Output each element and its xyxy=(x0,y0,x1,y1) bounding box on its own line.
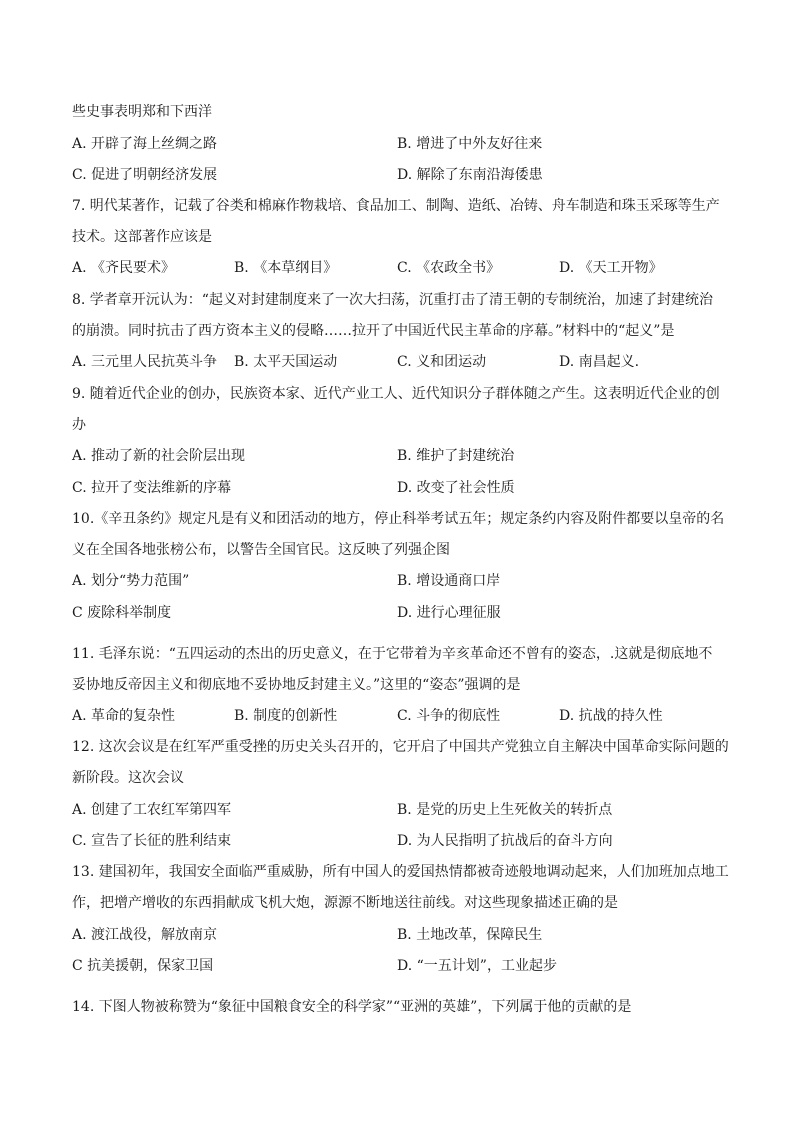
question-10-text-cont: 义在全国各地张榜公布，以警告全国官民。这反映了列强企图 xyxy=(72,542,450,558)
option-c: C. 义和团运动 xyxy=(397,354,487,370)
option-b: B. 太平天国运动 xyxy=(234,354,338,370)
option-c: C. 斗争的彻底性 xyxy=(397,708,501,724)
option-d: D. 南昌起义. xyxy=(559,354,640,370)
question-8-text: 8. 学者章开沅认为：“起义对封建制度来了一次大扫荡，沉重打击了清王朝的专制统治，加速了封建统治 xyxy=(72,292,713,308)
option-c: C. 促进了明朝经济发展 xyxy=(72,167,218,183)
question-text-line: 些史事表明郑和下西洋 xyxy=(72,104,212,120)
option-d: D. 抗战的持久性 xyxy=(559,708,663,724)
question-11-text-cont: 妥协地反帝因主义和彻底地不妥协地反封建主义。”这里的“姿态”强调的是 xyxy=(72,677,521,693)
option-c: C 废除科举制度 xyxy=(72,605,172,621)
option-c: C. 拉开了变法维新的序幕 xyxy=(72,480,232,496)
option-d: D. 进行心理征服 xyxy=(397,605,501,621)
question-9-text-cont: 办 xyxy=(72,417,86,433)
question-13-text: 13. 建国初年，我国安全面临严重威胁，所有中国人的爱国热情都被奇迹般地调动起来，人们加班加点地工 xyxy=(72,864,729,880)
option-a: A. 渡江战役，解放南京 xyxy=(72,927,218,943)
option-b: B. 增进了中外友好往来 xyxy=(397,136,543,152)
option-d: D. “一五计划”，工业起步 xyxy=(397,958,557,974)
option-a: A. 革命的复杂性 xyxy=(72,708,176,724)
option-a: A. 创建了工农红军第四军 xyxy=(72,802,232,818)
option-b: B. 土地改革，保障民生 xyxy=(397,927,543,943)
option-c: C 抗美援朝，保家卫国 xyxy=(72,958,214,974)
option-d: D. 改变了社会性质 xyxy=(397,480,515,496)
option-a: A. 三元里人民抗英斗争 xyxy=(72,354,218,370)
option-d: D. 为人民指明了抗战后的奋斗方向 xyxy=(397,833,613,849)
option-c: C. 《农政全书》 xyxy=(397,260,501,276)
option-b: B. 《本草纲目》 xyxy=(234,260,338,276)
question-10-text: 10.《辛丑条约》规定凡是有义和团活动的地方，停止科举考试五年；规定条约内容及附件都要以皇帝的名 xyxy=(72,511,725,527)
question-13-text-cont: 作，把增产增收的东西捐献成飞机大炮，源源不断地送往前线。对这些现象描述正确的是 xyxy=(72,895,618,911)
option-a: A. 划分“势力范围” xyxy=(72,573,190,589)
question-11-text: 11. 毛泽东说：“五四运动的杰出的历史意义，在于它带着为辛亥革命还不曾有的姿态，.这就是彻底地不 xyxy=(72,646,713,662)
option-b: B. 制度的创新性 xyxy=(234,708,338,724)
question-8-text-cont: 的崩溃。同时抗击了西方资本主义的侵略……拉开了中国近代民主革命的序幕。”材料中的“起义”是 xyxy=(72,323,675,339)
question-7-text-cont: 技术。这部著作应该是 xyxy=(72,229,212,245)
question-12-text: 12. 这次会议是在红军严重受挫的历史关头召开的，它开启了中国共产党独立自主解决中国革命实际问题的 xyxy=(72,739,729,755)
option-b: B. 增设通商口岸 xyxy=(397,573,501,589)
option-c: C. 宣告了长征的胜利结束 xyxy=(72,833,232,849)
option-a: A. 《齐民要术》 xyxy=(72,260,176,276)
question-9-text: 9. 随着近代企业的创办，民族资本家、近代产业工人、近代知识分子群体随之产生。这表明近代企业的创 xyxy=(72,386,720,402)
question-12-text-cont: 新阶段。这次会议 xyxy=(72,770,184,786)
option-b: B. 维护了封建统治 xyxy=(397,448,515,464)
option-d: D. 《天工开物》 xyxy=(559,260,663,276)
option-a: A. 开辟了海上丝绸之路 xyxy=(72,136,218,152)
question-7-text: 7. 明代某著作，记载了谷类和棉麻作物栽培、食品加工、制陶、造纸、冶铸、舟车制造和珠玉采琢等生产 xyxy=(72,198,720,214)
question-14-text: 14. 下图人物被称赞为“象征中国粮食安全的科学家”“亚洲的英雄”，下列属于他的贡献的是 xyxy=(72,999,632,1015)
option-a: A. 推动了新的社会阶层出现 xyxy=(72,448,246,464)
option-b: B. 是党的历史上生死攸关的转折点 xyxy=(397,802,613,818)
option-d: D. 解除了东南沿海倭患 xyxy=(397,167,543,183)
